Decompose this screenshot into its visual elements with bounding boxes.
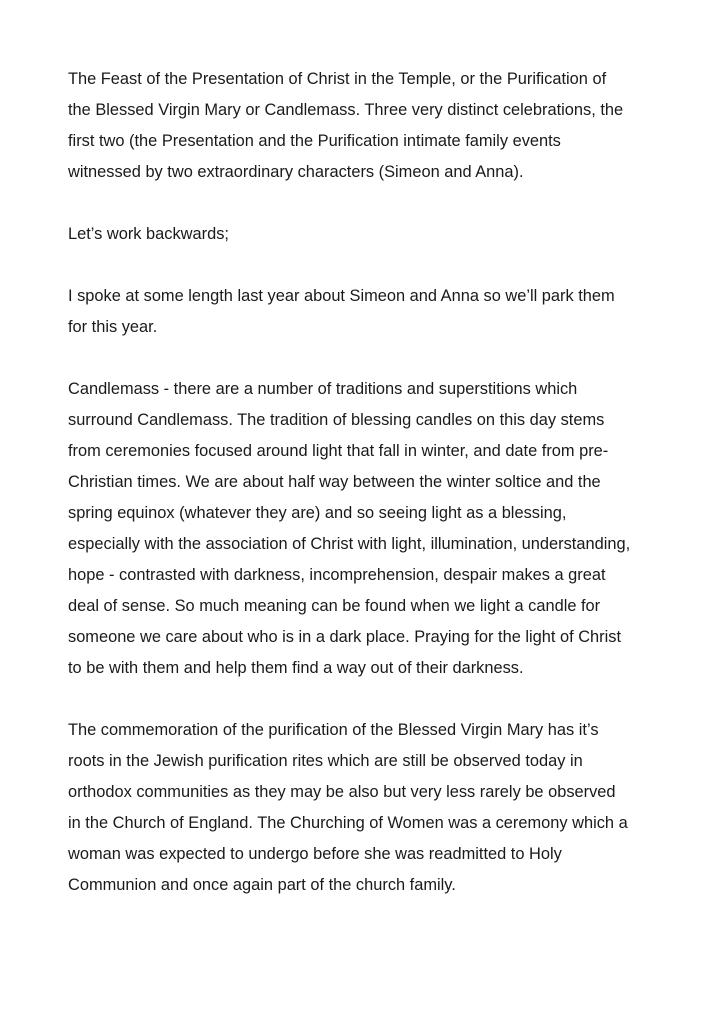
text-line: The Feast of the Presentation of Christ in the Temple, or the Purification of [68, 70, 607, 88]
text-line: the Blessed Virgin Mary or Candlemass. Three very distinct celebrations, the [68, 101, 624, 119]
paragraph-feast-intro [68, 64, 668, 188]
paragraph-candlemass [68, 374, 668, 684]
text-line: hope - contrasted with darkness, incomprehension, despair makes a great [68, 566, 606, 584]
text-line: Let’s work backwards; [68, 225, 229, 243]
text-line: orthodox communities as they may be also but very less rarely be observed [68, 783, 616, 801]
text-line: roots in the Jewish purification rites which are still be observed today in [68, 752, 583, 770]
text-line: The commemoration of the purification of the Blessed Virgin Mary has it’s [68, 721, 599, 739]
text-line: someone we care about who is in a dark place. Praying for the light of Christ [68, 628, 622, 646]
text-line: from ceremonies focused around light that fall in winter, and date from pre- [68, 442, 609, 460]
text-line: Communion and once again part of the church family. [68, 876, 456, 894]
text-line: deal of sense. So much meaning can be found when we light a candle for [68, 597, 601, 615]
text-line: in the Church of England. The Churching of Women was a ceremony which a [68, 814, 628, 832]
text-line: to be with them and help them find a way out of their darkness. [68, 659, 524, 677]
paragraph-simeon-anna [68, 281, 668, 343]
text-line: woman was expected to undergo before she was readmitted to Holy [68, 845, 562, 863]
text-line: especially with the association of Christ with light, illumination, understanding, [68, 535, 631, 553]
text-line: Candlemass - there are a number of traditions and superstitions which [68, 380, 578, 398]
text-line: witnessed by two extraordinary characters (Simeon and Anna). [68, 163, 524, 181]
text-line: I spoke at some length last year about Simeon and Anna so we’ll park them [68, 287, 615, 305]
text-line: for this year. [68, 318, 158, 336]
text-line: surround Candlemass. The tradition of blessing candles on this day stems [68, 411, 605, 429]
paragraph-work-backwards [68, 219, 668, 250]
paragraph-purification [68, 715, 668, 901]
document-page [68, 64, 668, 932]
text-line: spring equinox (whatever they are) and so seeing light as a blessing, [68, 504, 567, 522]
text-line: Christian times. We are about half way between the winter soltice and the [68, 473, 601, 491]
text-line: first two (the Presentation and the Purification intimate family events [68, 132, 561, 150]
